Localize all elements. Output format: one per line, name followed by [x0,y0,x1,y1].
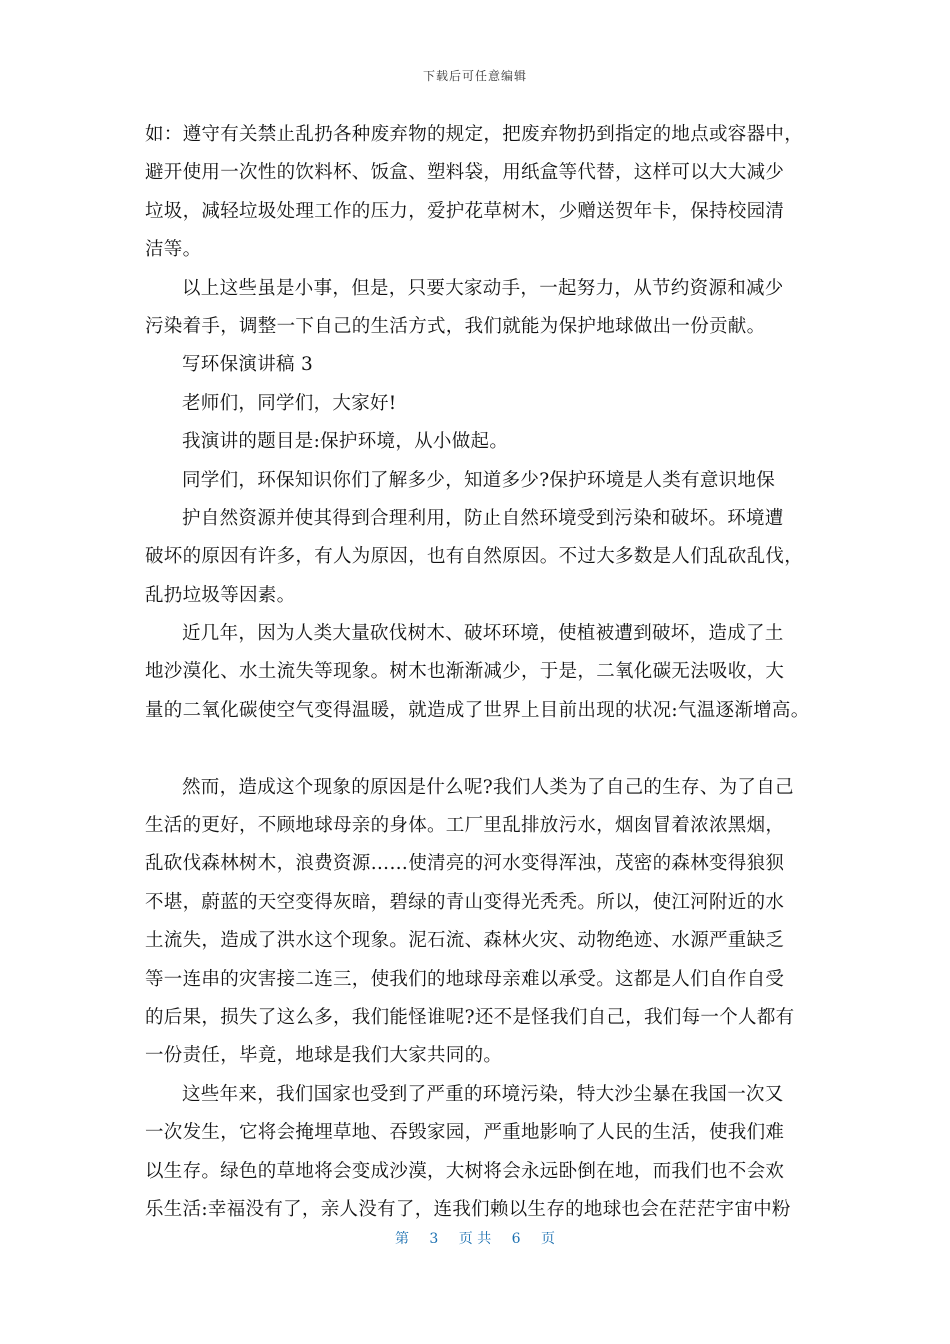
text-line: 乱砍伐森林树木，浪费资源……使清亮的河水变得浑浊，茂密的森林变得狼狈 [145,853,785,875]
text-line: 的后果，损失了这么多，我们能怪谁呢?还不是怪我们自己，我们每一个人都有 [145,1006,795,1028]
text-line: 乐生活:幸福没有了，亲人没有了，连我们赖以生存的地球也会在茫茫宇宙中粉 [145,1198,791,1220]
text-line: 地沙漠化、水土流失等现象。树木也渐渐减少，于是，二氧化碳无法吸收，大 [145,661,785,683]
text-line: 乱扔垃圾等因素。 [145,584,296,606]
text-line: 然而，造成这个现象的原因是什么呢?我们人类为了自己的生存、为了自己 [182,776,794,798]
page-header: 下载后可任意编辑 [422,69,527,83]
footer-current-page: 3 [429,1231,439,1247]
text-line: 垃圾，减轻垃圾处理工作的压力，爱护花草树木，少赠送贺年卡，保持校园清 [145,200,785,222]
text-line: 一份责任，毕竟，地球是我们大家共同的。 [145,1045,503,1067]
text-line: 近几年，因为人类大量砍伐树木、破坏环境，使植被遭到破坏，造成了土 [182,623,784,645]
text-line: 等一连串的灾害接二连三，使我们的地球母亲难以承受。这都是人们自作自受 [145,968,785,990]
footer-prefix: 第 [394,1231,409,1247]
text-line: 洁等。 [145,239,202,261]
text-line: 同学们，环保知识你们了解多少，知道多少?保护环境是人类有意识地保 [182,469,776,491]
text-line: 不堪，蔚蓝的天空变得灰暗，碧绿的青山变得光秃秃。所以，使江河附近的水 [145,891,785,913]
text-line: 避开使用一次性的饮料杯、饭盒、塑料袋，用纸盒等代替，这样可以大大减少 [145,162,785,184]
footer-suffix: 页 [541,1231,556,1247]
text-line: 污染着手，调整一下自己的生活方式，我们就能为保护地球做出一份贡献。 [145,315,766,337]
text-line: 以生存。绿色的草地将会变成沙漠，大树将会永远卧倒在地，而我们也不会欢 [145,1160,785,1182]
footer-total-pages: 6 [511,1231,521,1247]
text-line: 生活的更好，不顾地球母亲的身体。工厂里乱排放污水，烟囱冒着浓浓黑烟， [145,815,785,837]
text-line: 写环保演讲稿 3 [182,354,314,376]
text-line: 护自然资源并使其得到合理利用，防止自然环境受到污染和破坏。环境遭 [182,507,784,529]
text-line: 老师们，同学们，大家好! [182,392,397,414]
text-line: 一次发生，它将会掩埋草地、吞毁家园，严重地影响了人民的生活，使我们难 [145,1122,785,1144]
text-line: 以上这些虽是小事，但是，只要大家动手，一起努力，从节约资源和减少 [182,277,784,299]
text-line: 破坏的原因有许多，有人为原因，也有自然原因。不过大多数是人们乱砍乱伐， [145,546,804,568]
blank-line [145,730,825,768]
text-line: 土流失，造成了洪水这个现象。泥石流、森林火灾、动物绝迹、水源严重缺乏 [145,930,785,952]
text-line: 量的二氧化碳使空气变得温暖，就造成了世界上目前出现的状况:气温逐渐增高。 [145,699,810,721]
footer-middle: 页 共 [458,1231,492,1247]
document-body [145,116,825,1229]
page-footer [0,1228,950,1248]
text-line: 如：遵守有关禁止乱扔各种废弃物的规定，把废弃物扔到指定的地点或容器中， [145,124,804,145]
text-line: 这些年来，我们国家也受到了严重的环境污染，特大沙尘暴在我国一次又 [182,1083,784,1105]
text-line: 我演讲的题目是:保护环境，从小做起。 [182,431,509,453]
